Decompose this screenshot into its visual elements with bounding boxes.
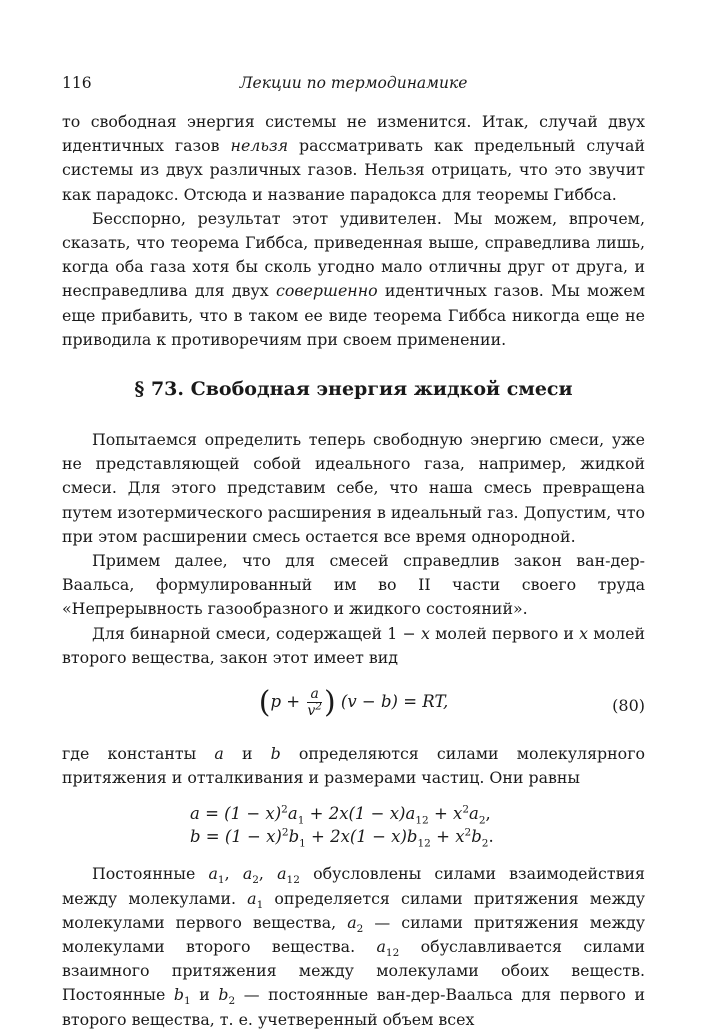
paragraph-gibbs-theorem: Бесспорно, результат этот удивителен. Мы можем, впрочем, сказать, что теорема Гиббса, приведенная выше, справедлива лишь, когда оба газа хотя бы сколь угодно мало отличны друг от друга, и несправедлива для двух совершенно идентичных газов. Мы можем еще прибавить, что в таком ее виде теорема Гиббса никогда еще не приводила к противоречиям при своем применении. [62, 208, 646, 349]
equation-number: (80) [612, 696, 645, 716]
paragraph-gibbs-paradox: то свободная энергия системы не изменится. Итак, случай двух идентичных газов нельзя рассматривать как предельный случай системы из двух различных газов. Нельзя отрицать, что это звучит как парадокс. Отсюда и название парадокса для теоремы Гиббса. [62, 112, 645, 204]
page-body [62, 110, 645, 1032]
page-number: 116 [62, 74, 92, 92]
equation-b: $b = (1 - x)^2b_1 + 2x(1 - x)b_{12} + x^2b_2$. [190, 826, 494, 850]
emphasis-sovershenno: совершенно [275, 281, 378, 301]
paragraph-liquid-mixture: Попытаемся определить теперь свободную энергию смеси, уже не представляющей собой идеального газа, например, жидкой смеси. Для этого представим себе, что наша смесь превращена путем изотермического расширения в идеальный газ. Допустим, что при этом расширении смесь остается все время однородной. [62, 430, 645, 546]
section-heading: § 73. Свободная энергия жидкой смеси [134, 378, 573, 401]
paragraph-interaction-constants: Постоянные $a_1$, $a_2$, $a_{12}$ обусловлены силами взаимодействия между молекулами. $a_1$ определяется силами притяжения между молекулами первого вещества, $a_2$ — силами притяжения между молекулами второго вещества. $a_{12}$ обуславливается силами взаимного притяжения между молекулами обоих веществ. Постоянные $b_1$ и $b_2$ — постоянные ван-дер-Ваальса для первого и второго вещества, т. е. учетверенный объем всех [62, 864, 645, 1029]
equations-a-b [62, 802, 645, 848]
page-header [62, 74, 645, 94]
emphasis-nelzya: нельзя [230, 136, 289, 156]
running-title: Лекции по термодинамике [239, 74, 468, 92]
paragraph-binary-mixture: Для бинарной смеси, содержащей 1 − x молей первого и x молей второго вещества, закон этот имеет вид [62, 623, 645, 667]
equation-80-body: (p + $\frac{a}{v^2}$ ) (v − b) = RT, [258, 685, 449, 721]
equation-a: $a = (1 - x)^2a_1 + 2x(1 - x)a_{12} + x^2a_2$, [190, 803, 491, 827]
equation-80 [62, 680, 645, 732]
paragraph-constants: где константы a и b определяются силами молекулярного притяжения и отталкивания и размерами частиц. Они равны [62, 744, 645, 788]
fraction-a-over-v2: $\frac{a}{v^2}$ [307, 686, 322, 720]
paragraph-van-der-waals: Примем далее, что для смесей справедлив закон ван-дер-Ваальса, формулированный им во II части своего труда «Непрерывность газообразного и жидкого состояний». [62, 551, 645, 619]
